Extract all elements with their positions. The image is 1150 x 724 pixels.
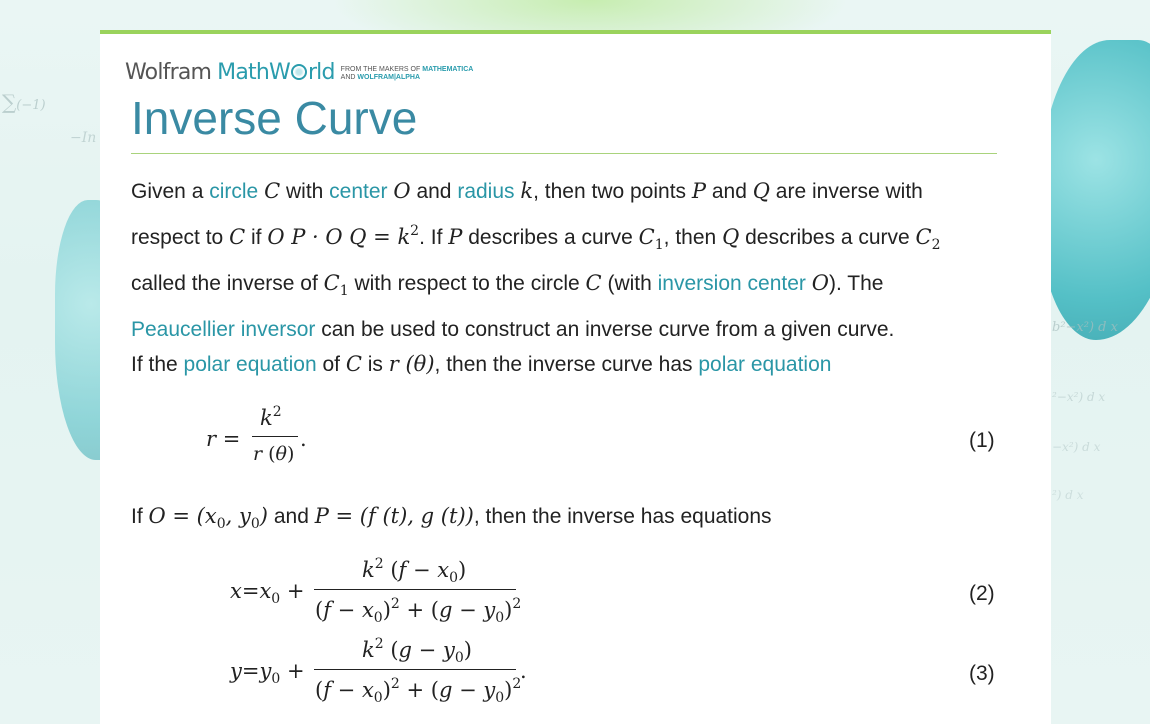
text: ). The: [828, 272, 884, 295]
math-P: P: [691, 179, 707, 203]
eq1-denominator: r (θ): [253, 443, 295, 465]
background-teal-shape-right: [1040, 40, 1150, 340]
link-peaucellier-inversor[interactable]: Peaucellier inversor: [131, 317, 316, 341]
math-C: C: [229, 224, 246, 249]
equation-number-1: (1): [969, 429, 995, 452]
background-math-decoration-left-2: −In: [70, 130, 97, 146]
background-math-decoration-right-3: −x²) d x: [1052, 440, 1101, 454]
text: . If: [419, 225, 449, 249]
math-k: k: [520, 179, 534, 203]
eq3-denominator: $(f - x_0)^2 + (g - y_0)^2$: [315, 676, 522, 706]
math-OP-OQ-k2: O P · O $Q = k^2$: [267, 222, 420, 249]
text: called the inverse of: [131, 272, 324, 295]
text: Given a: [131, 180, 210, 203]
eq3-period: .: [520, 659, 527, 683]
eq1-numerator: $k^2$: [260, 404, 282, 430]
eq2-fraction-bar: [314, 589, 516, 590]
paragraph-polar: [131, 345, 1011, 385]
page-title: Inverse Curve: [131, 92, 418, 144]
equation-number-3: (3): [969, 662, 995, 685]
background-math-decoration-right: b²−x²) d x: [1052, 320, 1118, 335]
eq2-lhs: $x=x_0$ +: [230, 579, 305, 607]
background-math-decoration-right-2: ²−x²) d x: [1052, 390, 1106, 404]
logo-tagline: [341, 66, 474, 82]
text: respect to: [131, 225, 230, 249]
text: describes a curve: [462, 225, 639, 249]
math-C: C: [264, 179, 281, 203]
text: of: [316, 353, 346, 376]
math-C2: $C_2$: [915, 224, 941, 253]
math-O: O: [811, 271, 829, 295]
math-Q: Q: [752, 179, 770, 203]
text: if: [245, 225, 268, 249]
text: with: [280, 180, 330, 203]
paragraph-definition: [131, 172, 1011, 349]
text: , then the inverse curve has: [434, 353, 699, 376]
link-circle[interactable]: circle: [209, 180, 259, 203]
link-polar-equation[interactable]: polar equation: [183, 353, 317, 376]
math-r-theta: r (θ): [388, 352, 435, 376]
tagline-brand2: WOLFRAM|ALPHA: [357, 74, 421, 81]
text: (with: [601, 272, 658, 295]
math-P-equals-f-g: P = (f (t), g (t)): [314, 504, 474, 528]
eq2-numerator: $k^2$ $(f - x_0)$: [362, 556, 467, 586]
paragraph-parametric: [131, 497, 1011, 544]
math-C1: $C_1$: [638, 224, 664, 253]
logo-mathworld-text: [217, 60, 335, 85]
eq2-denominator: $(f - x_0)^2 + (g - y_0)^2$: [315, 596, 522, 626]
math-O: O: [393, 179, 411, 203]
text: and: [706, 180, 753, 203]
text: and: [410, 180, 458, 203]
equation-number-2: (2): [969, 582, 995, 605]
text: If: [131, 505, 149, 528]
text: and: [268, 505, 315, 528]
eq1-period: .: [300, 427, 307, 451]
math-P: P: [448, 224, 463, 249]
text: can be used to construct an inverse curve from a given curve.: [315, 317, 895, 341]
eq3-lhs: $y=y_0$ +: [230, 659, 305, 687]
title-divider: [131, 153, 997, 154]
link-inversion-center[interactable]: inversion center: [657, 272, 806, 295]
eq3-numerator: $k^2$ $(g - y_0)$: [362, 636, 472, 666]
link-polar-equation-2[interactable]: polar equation: [698, 353, 832, 376]
text: with respect to the circle: [348, 272, 586, 295]
text: describes a curve: [739, 225, 916, 249]
globe-icon: [291, 64, 307, 80]
eq3-fraction-bar: [314, 669, 516, 670]
mathworld-logo[interactable]: [125, 60, 473, 85]
link-radius[interactable]: radius: [457, 180, 515, 203]
text: If the: [131, 353, 184, 376]
tagline-brand1: MATHEMATICA: [422, 66, 474, 73]
tagline-line2: AND: [340, 74, 356, 81]
text: , then two points: [533, 180, 692, 203]
logo-wolfram-text: Wolfram: [125, 60, 212, 85]
background-math-decoration-right-4: ²) d x: [1052, 488, 1084, 502]
logo-math-part: MathW: [217, 60, 290, 85]
link-center[interactable]: center: [329, 180, 388, 203]
math-Q: Q: [722, 224, 740, 249]
text: are inverse with: [769, 180, 923, 203]
math-C: C: [585, 271, 602, 295]
background-math-decoration-left: ∑(−1): [2, 90, 46, 114]
math-O-equals-x0-y0: $O = (x_0$, $y_0$): [148, 504, 268, 532]
text: , then the inverse has equations: [473, 505, 772, 528]
text: is: [361, 353, 389, 376]
article-page: [100, 30, 1051, 724]
eq1-fraction-bar: [252, 436, 298, 437]
math-C1: $C_1$: [323, 271, 349, 299]
logo-rld-part: rld: [307, 60, 335, 85]
text: , then: [663, 225, 723, 249]
tagline-line1: FROM THE MAKERS OF: [340, 66, 421, 73]
eq1-lhs: r =: [206, 427, 241, 451]
math-C: C: [345, 352, 362, 376]
